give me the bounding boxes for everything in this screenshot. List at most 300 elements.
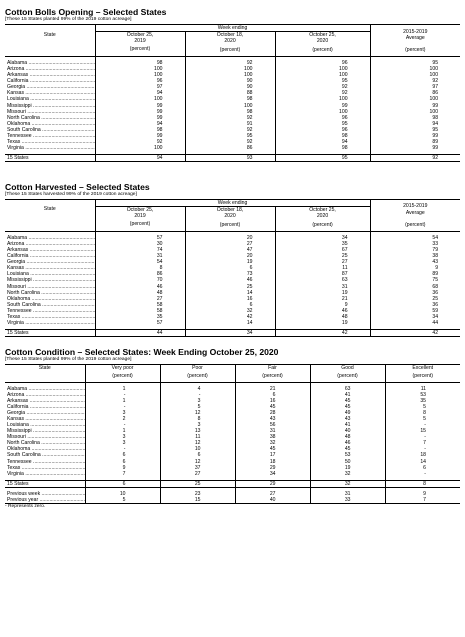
value-cell: 27: [160, 471, 235, 477]
value-cell: 44: [370, 320, 460, 326]
unit-label: (percent): [85, 371, 160, 383]
value-cell: 1: [85, 398, 160, 404]
state-name: North Carolina .....: [5, 115, 95, 121]
report-page: [5, 0, 460, 510]
value-cell: 6: [85, 459, 160, 465]
col-header-oct25-2020: October 25, 2020: [275, 206, 370, 219]
comparison-label: Previous week .....: [5, 491, 85, 497]
value-cell: 33: [370, 241, 460, 247]
value-cell: 95: [185, 133, 275, 139]
value-cell: 31: [235, 428, 310, 434]
value-cell: 5: [160, 404, 235, 410]
col-header-2019: October 25, 2019: [95, 206, 185, 219]
value-cell: 16: [235, 398, 310, 404]
total-value: 42: [275, 329, 370, 336]
bolls-opening-table: [5, 24, 460, 162]
value-cell: 25: [275, 253, 370, 259]
value-cell: 92: [370, 78, 460, 84]
value-cell: 21: [235, 386, 310, 392]
value-cell: 100: [185, 103, 275, 109]
col-header-state: State: [43, 31, 56, 38]
value-cell: 12: [160, 459, 235, 465]
value-cell: 96: [275, 60, 370, 66]
state-name: Virginia .....: [5, 320, 95, 326]
value-cell: 32: [310, 471, 385, 477]
value-cell: 21: [275, 296, 370, 302]
value-cell: 98: [95, 127, 185, 133]
value-cell: 86: [370, 90, 460, 96]
unit-label: (percent): [185, 219, 275, 232]
value-cell: -: [85, 446, 160, 452]
value-cell: -: [85, 422, 160, 428]
value-cell: 11: [275, 265, 370, 271]
comparison-row: [5, 497, 460, 504]
value-cell: 99: [275, 103, 370, 109]
col-header-average: 2015-2019 Average: [370, 25, 460, 45]
value-cell: 99: [370, 145, 460, 151]
value-cell: 100: [370, 66, 460, 72]
value-cell: 20: [185, 235, 275, 241]
value-cell: 100: [95, 96, 185, 102]
value-cell: 95: [275, 78, 370, 84]
value-cell: 19: [310, 465, 385, 471]
value-cell: 32: [235, 440, 310, 446]
value-cell: 8: [95, 265, 185, 271]
value-cell: 70: [95, 277, 185, 283]
value-cell: 49: [310, 410, 385, 416]
col-header-week-ending: Week ending: [95, 199, 370, 206]
state-name: California .....: [5, 404, 85, 410]
value-cell: 98: [185, 96, 275, 102]
state-name: Arkansas .....: [5, 72, 95, 78]
value-cell: 100: [275, 109, 370, 115]
col-header-oct25-2020: October 25, 2020: [275, 32, 370, 45]
value-cell: 5: [385, 404, 460, 410]
value-cell: 27: [95, 296, 185, 302]
state-name: Texas .....: [5, 314, 95, 320]
value-cell: 43: [370, 259, 460, 265]
state-name: Georgia .....: [5, 410, 85, 416]
state-name: Texas .....: [5, 139, 95, 145]
bolls-opening-title: Cotton Bolls Opening – Selected States: [5, 7, 167, 17]
harvested-note: [These 15 States harvested 99% of the 2019 cotton acreage]: [5, 191, 137, 197]
total-value: 8: [385, 480, 460, 487]
total-value: 95: [275, 154, 370, 161]
unit-label: (percent): [370, 219, 460, 232]
state-name: South Carolina .....: [5, 127, 95, 133]
value-cell: 6: [185, 265, 275, 271]
value-cell: 98: [95, 60, 185, 66]
value-cell: 8: [160, 416, 235, 422]
state-name: Mississippi .....: [5, 103, 95, 109]
state-name: Kansas .....: [5, 90, 95, 96]
value-cell: 25: [185, 284, 275, 290]
harvested-section: [5, 182, 460, 337]
state-name: Oklahoma .....: [5, 296, 95, 302]
value-cell: 5: [385, 416, 460, 422]
total-value: 42: [370, 329, 460, 336]
value-cell: 34: [275, 235, 370, 241]
state-name: Louisiana .....: [5, 96, 95, 102]
value-cell: 57: [95, 320, 185, 326]
value-cell: 9: [275, 302, 370, 308]
state-name: Missouri .....: [5, 434, 85, 440]
value-cell: 90: [185, 78, 275, 84]
value-cell: 100: [275, 66, 370, 72]
value-cell: 29: [235, 465, 310, 471]
state-name: Arizona .....: [5, 241, 95, 247]
value-cell: 89: [370, 139, 460, 145]
total-value: 6: [85, 480, 160, 487]
value-cell: 19: [275, 320, 370, 326]
state-name: Louisiana .....: [5, 422, 85, 428]
unit-label: (percent): [370, 44, 460, 57]
value-cell: -: [160, 392, 235, 398]
state-name: Kansas .....: [5, 416, 85, 422]
col-header-average: 2015-2019 Average: [370, 199, 460, 219]
value-cell: 27: [185, 241, 275, 247]
state-name: Oklahoma .....: [5, 121, 95, 127]
value-cell: 34: [370, 314, 460, 320]
value-cell: 9: [370, 265, 460, 271]
state-name: Missouri .....: [5, 284, 95, 290]
value-cell: 1: [85, 386, 160, 392]
state-name: Arizona .....: [5, 66, 95, 72]
total-value: 34: [185, 329, 275, 336]
value-cell: 6: [185, 302, 275, 308]
value-cell: 99: [370, 133, 460, 139]
value-cell: 6: [235, 392, 310, 398]
value-cell: 87: [275, 271, 370, 277]
value-cell: 100: [95, 145, 185, 151]
value-cell: 43: [310, 416, 385, 422]
col-header-very-poor: Very poor: [85, 364, 160, 371]
value-cell: 36: [370, 290, 460, 296]
value-cell: 92: [185, 60, 275, 66]
value-cell: 18: [385, 452, 460, 458]
harvested-table: [5, 199, 460, 337]
value-cell: 96: [275, 115, 370, 121]
comparison-value: 5: [85, 497, 160, 504]
value-cell: 45: [310, 446, 385, 452]
condition-title: Cotton Condition – Selected States: Week Ending October 25, 2020: [5, 346, 279, 357]
total-value: 93: [185, 154, 275, 161]
condition-note: [These 15 States planted 99% of the 2019 cotton acreage]: [5, 356, 132, 362]
value-cell: 100: [95, 66, 185, 72]
value-cell: 45: [235, 404, 310, 410]
value-cell: 47: [185, 247, 275, 253]
value-cell: 37: [160, 465, 235, 471]
value-cell: 94: [95, 90, 185, 96]
value-cell: 19: [185, 259, 275, 265]
condition-section: [5, 347, 460, 510]
total-row: [5, 154, 460, 161]
value-cell: 28: [235, 410, 310, 416]
value-cell: 98: [185, 109, 275, 115]
value-cell: 14: [185, 320, 275, 326]
value-cell: 92: [275, 90, 370, 96]
value-cell: 41: [310, 392, 385, 398]
total-value: 32: [310, 480, 385, 487]
comparison-value: 23: [160, 491, 235, 497]
value-cell: 10: [160, 446, 235, 452]
col-header-good: Good: [310, 364, 385, 371]
value-cell: 41: [310, 422, 385, 428]
value-cell: 34: [235, 471, 310, 477]
value-cell: 27: [275, 259, 370, 265]
state-name: Alabama .....: [5, 386, 85, 392]
total-row: [5, 329, 460, 336]
value-cell: 94: [370, 121, 460, 127]
value-cell: 99: [95, 133, 185, 139]
value-cell: 98: [275, 133, 370, 139]
value-cell: 11: [160, 434, 235, 440]
state-name: Virginia .....: [5, 471, 85, 477]
value-cell: 3: [85, 410, 160, 416]
value-cell: 53: [385, 392, 460, 398]
value-cell: 38: [235, 434, 310, 440]
value-cell: 7: [385, 440, 460, 446]
value-cell: 35: [95, 314, 185, 320]
value-cell: 92: [275, 84, 370, 90]
value-cell: -: [85, 392, 160, 398]
value-cell: 45: [235, 446, 310, 452]
value-cell: 86: [95, 271, 185, 277]
value-cell: 99: [370, 103, 460, 109]
total-value: 44: [95, 329, 185, 336]
unit-label: (percent): [185, 44, 275, 57]
value-cell: 6: [85, 452, 160, 458]
value-cell: 92: [95, 139, 185, 145]
value-cell: 3: [85, 440, 160, 446]
value-cell: 6: [160, 452, 235, 458]
value-cell: 79: [370, 247, 460, 253]
value-cell: 67: [275, 247, 370, 253]
state-name: Alabama .....: [5, 235, 95, 241]
value-cell: 95: [370, 60, 460, 66]
value-cell: 31: [95, 253, 185, 259]
value-cell: 42: [185, 314, 275, 320]
value-cell: 17: [235, 452, 310, 458]
total-value: 29: [235, 480, 310, 487]
bolls-opening-note: [These 15 States planted 99% of the 2019 cotton acreage]: [5, 17, 132, 22]
comparison-value: 27: [235, 491, 310, 497]
value-cell: 48: [95, 290, 185, 296]
value-cell: 100: [95, 72, 185, 78]
value-cell: 94: [95, 121, 185, 127]
comparison-value: 33: [310, 497, 385, 504]
state-name: Tennessee .....: [5, 308, 95, 314]
value-cell: 32: [185, 308, 275, 314]
col-header-2019: October 25, 2019: [95, 32, 185, 45]
value-cell: 56: [235, 422, 310, 428]
state-name: Oklahoma .....: [5, 446, 85, 452]
value-cell: 97: [370, 84, 460, 90]
value-cell: 3: [160, 398, 235, 404]
harvested-title: Cotton Harvested – Selected States: [5, 181, 150, 192]
col-header-oct18-2020: October 18, 2020: [185, 206, 275, 219]
col-header-state: State: [43, 206, 56, 213]
value-cell: -: [85, 404, 160, 410]
value-cell: 46: [95, 284, 185, 290]
comparison-value: 40: [235, 497, 310, 504]
comparison-label: Previous year .....: [5, 497, 85, 504]
value-cell: 99: [95, 115, 185, 121]
value-cell: 11: [385, 386, 460, 392]
col-header-oct18-2020: October 18, 2020: [185, 32, 275, 45]
value-cell: 35: [385, 398, 460, 404]
value-cell: 36: [370, 302, 460, 308]
value-cell: 91: [185, 121, 275, 127]
state-name: North Carolina .....: [5, 440, 85, 446]
value-cell: 100: [370, 72, 460, 78]
value-cell: 45: [310, 398, 385, 404]
col-header-week-ending: Week ending: [95, 25, 370, 32]
value-cell: 88: [185, 90, 275, 96]
unit-label: (percent): [275, 44, 370, 57]
value-cell: 43: [235, 416, 310, 422]
total-value: 94: [95, 154, 185, 161]
value-cell: 2: [85, 416, 160, 422]
value-cell: 18: [235, 459, 310, 465]
value-cell: 99: [95, 103, 185, 109]
value-cell: -: [385, 446, 460, 452]
state-name: Arkansas .....: [5, 247, 95, 253]
value-cell: 100: [370, 109, 460, 115]
value-cell: 4: [160, 386, 235, 392]
state-name: Mississippi .....: [5, 428, 85, 434]
value-cell: 100: [275, 96, 370, 102]
value-cell: 13: [160, 428, 235, 434]
unit-label: (percent): [385, 371, 460, 383]
value-cell: 46: [275, 308, 370, 314]
state-name: Alabama .....: [5, 60, 95, 66]
state-name: California .....: [5, 253, 95, 259]
comparison-value: 9: [385, 491, 460, 497]
value-cell: 16: [185, 296, 275, 302]
state-name: Texas .....: [5, 465, 85, 471]
value-cell: 58: [95, 302, 185, 308]
value-cell: 7: [85, 471, 160, 477]
unit-label: (percent): [95, 44, 185, 57]
value-cell: 48: [275, 314, 370, 320]
comparison-value: 10: [85, 491, 160, 497]
state-name: Tennessee .....: [5, 459, 85, 465]
state-name: Arkansas .....: [5, 398, 85, 404]
state-name: California .....: [5, 78, 95, 84]
comparison-value: 31: [310, 491, 385, 497]
total-label: 15 States: [5, 154, 95, 161]
unit-label: (percent): [235, 371, 310, 383]
value-cell: 57: [95, 235, 185, 241]
value-cell: 98: [370, 115, 460, 121]
value-cell: 63: [275, 277, 370, 283]
value-cell: 95: [370, 127, 460, 133]
value-cell: -: [385, 422, 460, 428]
value-cell: 3: [85, 434, 160, 440]
total-value: 25: [160, 480, 235, 487]
state-name: North Carolina .....: [5, 290, 95, 296]
value-cell: 14: [185, 290, 275, 296]
value-cell: 86: [185, 145, 275, 151]
value-cell: 20: [185, 253, 275, 259]
col-header-excellent: Excellent: [385, 364, 460, 371]
col-header-poor: Poor: [160, 364, 235, 371]
bolls-opening-section: [5, 7, 460, 162]
state-name: Tennessee .....: [5, 133, 95, 139]
total-row: [5, 480, 460, 487]
value-cell: 46: [185, 277, 275, 283]
value-cell: -: [385, 434, 460, 440]
value-cell: 30: [95, 241, 185, 247]
value-cell: 1: [85, 428, 160, 434]
unit-label: (percent): [275, 219, 370, 232]
comparison-value: 7: [385, 497, 460, 504]
comparison-value: 15: [160, 497, 235, 504]
value-cell: 100: [185, 66, 275, 72]
value-cell: 9: [85, 465, 160, 471]
state-name: Virginia .....: [5, 145, 95, 151]
value-cell: 25: [370, 296, 460, 302]
state-name: Georgia .....: [5, 84, 95, 90]
condition-table: [5, 364, 460, 504]
value-cell: 50: [310, 459, 385, 465]
state-name: Missouri .....: [5, 109, 95, 115]
value-cell: 100: [185, 72, 275, 78]
value-cell: 94: [275, 139, 370, 145]
unit-label: (percent): [95, 219, 185, 232]
value-cell: -: [385, 471, 460, 477]
state-name: Louisiana .....: [5, 271, 95, 277]
value-cell: 14: [385, 459, 460, 465]
value-cell: 95: [275, 121, 370, 127]
value-cell: 45: [310, 404, 385, 410]
value-cell: 54: [95, 259, 185, 265]
value-cell: 96: [95, 78, 185, 84]
value-cell: 75: [370, 277, 460, 283]
state-name: Kansas .....: [5, 265, 95, 271]
col-header-fair: Fair: [235, 364, 310, 371]
value-cell: 35: [275, 241, 370, 247]
value-cell: 99: [95, 109, 185, 115]
total-value: 92: [370, 154, 460, 161]
value-cell: 73: [185, 271, 275, 277]
value-cell: 59: [370, 308, 460, 314]
value-cell: 12: [160, 440, 235, 446]
value-cell: 92: [185, 139, 275, 145]
value-cell: 46: [310, 440, 385, 446]
value-cell: 97: [95, 84, 185, 90]
value-cell: 31: [275, 284, 370, 290]
state-name: Georgia .....: [5, 259, 95, 265]
total-label: 15 States: [5, 329, 95, 336]
value-cell: 53: [310, 452, 385, 458]
value-cell: 98: [275, 145, 370, 151]
unit-label: (percent): [160, 371, 235, 383]
value-cell: 92: [185, 115, 275, 121]
value-cell: 12: [160, 410, 235, 416]
value-cell: 6: [385, 465, 460, 471]
value-cell: 15: [385, 428, 460, 434]
value-cell: 68: [370, 284, 460, 290]
value-cell: 58: [95, 308, 185, 314]
state-name: South Carolina .....: [5, 302, 95, 308]
value-cell: 63: [310, 386, 385, 392]
value-cell: 100: [275, 72, 370, 78]
value-cell: 90: [185, 84, 275, 90]
col-header-state: State: [38, 364, 51, 371]
state-name: Arizona .....: [5, 392, 85, 398]
